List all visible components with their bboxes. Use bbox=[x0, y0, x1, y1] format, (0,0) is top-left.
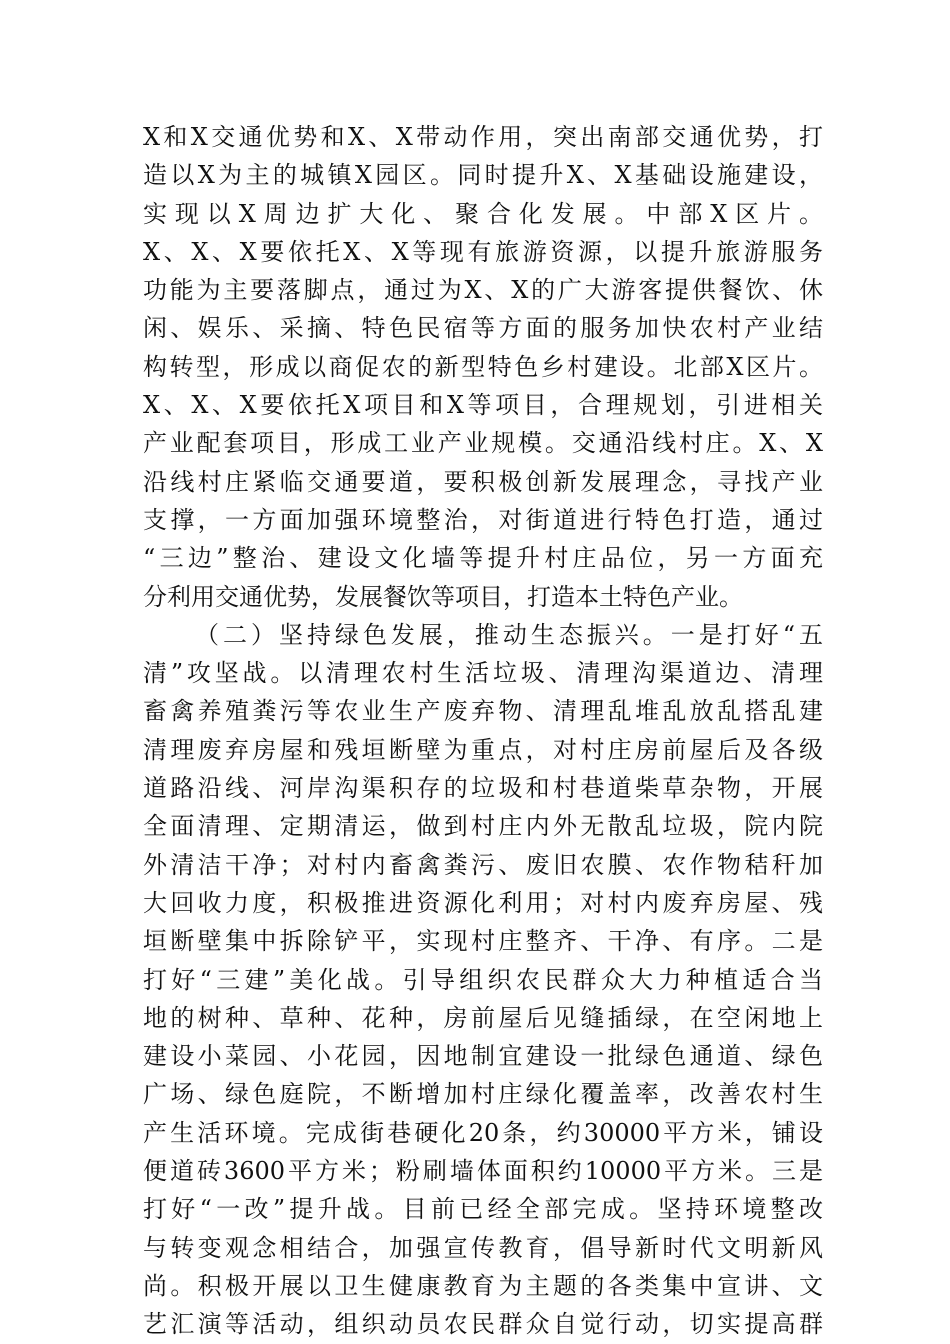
text-line: 畜禽养殖粪污等农业生产废弃物、清理乱堆乱放乱搭乱建 bbox=[143, 697, 823, 726]
text-line: 尚。积极开展以卫生健康教育为主题的各类集中宣讲、文 bbox=[143, 1271, 823, 1300]
document-body bbox=[143, 118, 823, 1344]
text-line: 打好“一改”提升战。目前已经全部完成。坚持环境整改 bbox=[143, 1195, 823, 1224]
text-line: X和X交通优势和X、X带动作用，突出南部交通优势，打 bbox=[143, 123, 823, 151]
text-line: 分利用交通优势，发展餐饮等项目，打造本土特色产业。 bbox=[143, 582, 743, 611]
text-line: 闲、娱乐、采摘、特色民宿等方面的服务加快农村产业结 bbox=[143, 314, 823, 343]
text-line: “三边”整治、建设文化墙等提升村庄品位，另一方面充 bbox=[143, 544, 823, 573]
text-line: 清”攻坚战。以清理农村生活垃圾、清理沟渠道边、清理 bbox=[143, 659, 823, 688]
text-line: 全面清理、定期清运，做到村庄内外无散乱垃圾，院内院 bbox=[143, 812, 823, 841]
text-line: （二）坚持绿色发展，推动生态振兴。一是打好“五 bbox=[195, 620, 823, 649]
text-line: X、X、X要依托X项目和X等项目，合理规划，引进相关 bbox=[143, 391, 823, 420]
text-line: 构转型，形成以商促农的新型特色乡村建设。北部X区片。 bbox=[143, 352, 823, 381]
text-line: 与转变观念相结合，加强宣传教育，倡导新时代文明新风 bbox=[143, 1233, 823, 1262]
text-line: 沿线村庄紧临交通要道，要积极创新发展理念，寻找产业 bbox=[143, 467, 823, 496]
text-line: 产业配套项目，形成工业产业规模。交通沿线村庄。X、X bbox=[143, 429, 823, 458]
text-line: 地的树种、草种、花种，房前屋后见缝插绿，在空闲地上 bbox=[143, 1003, 823, 1032]
text-line: 清理废弃房屋和残垣断壁为重点，对村庄房前屋后及各级 bbox=[143, 735, 823, 764]
text-line: 打好“三建”美化战。引导组织农民群众大力种植适合当 bbox=[143, 965, 823, 994]
text-line: 实现以X周边扩大化、聚合化发展。中部X区片。 bbox=[143, 199, 823, 228]
text-line: 垣断壁集中拆除铲平，实现村庄整齐、干净、有序。二是 bbox=[143, 927, 823, 956]
text-line: 道路沿线、河岸沟渠积存的垃圾和村巷道柴草杂物，开展 bbox=[143, 774, 823, 803]
text-line: 造以X为主的城镇X园区。同时提升X、X基础设施建设， bbox=[143, 161, 823, 190]
text-line: 大回收力度，积极推进资源化利用；对村内废弃房屋、残 bbox=[143, 888, 823, 917]
text-line: 建设小菜园、小花园，因地制宜建设一批绿色通道、绿色 bbox=[143, 1042, 823, 1071]
text-line: 支撑，一方面加强环境整治，对街道进行特色打造，通过 bbox=[143, 505, 823, 534]
text-line: 广场、绿色庭院，不断增加村庄绿化覆盖率，改善农村生 bbox=[143, 1080, 823, 1109]
text-line: 便道砖3600平方米；粉刷墙体面积约10000平方米。三是 bbox=[143, 1157, 823, 1186]
text-line: 功能为主要落脚点，通过为X、X的广大游客提供餐饮、休 bbox=[143, 276, 823, 305]
text-line: 外清洁干净；对村内畜禽粪污、废旧农膜、农作物秸秆加 bbox=[143, 850, 823, 879]
text-line: 产生活环境。完成街巷硬化20条，约30000平方米，铺设 bbox=[143, 1118, 823, 1147]
text-line: X、X、X要依托X、X等现有旅游资源，以提升旅游服务 bbox=[143, 237, 823, 266]
text-line: 艺汇演等活动，组织动员农民群众自觉行动，切实提高群 bbox=[143, 1310, 823, 1339]
